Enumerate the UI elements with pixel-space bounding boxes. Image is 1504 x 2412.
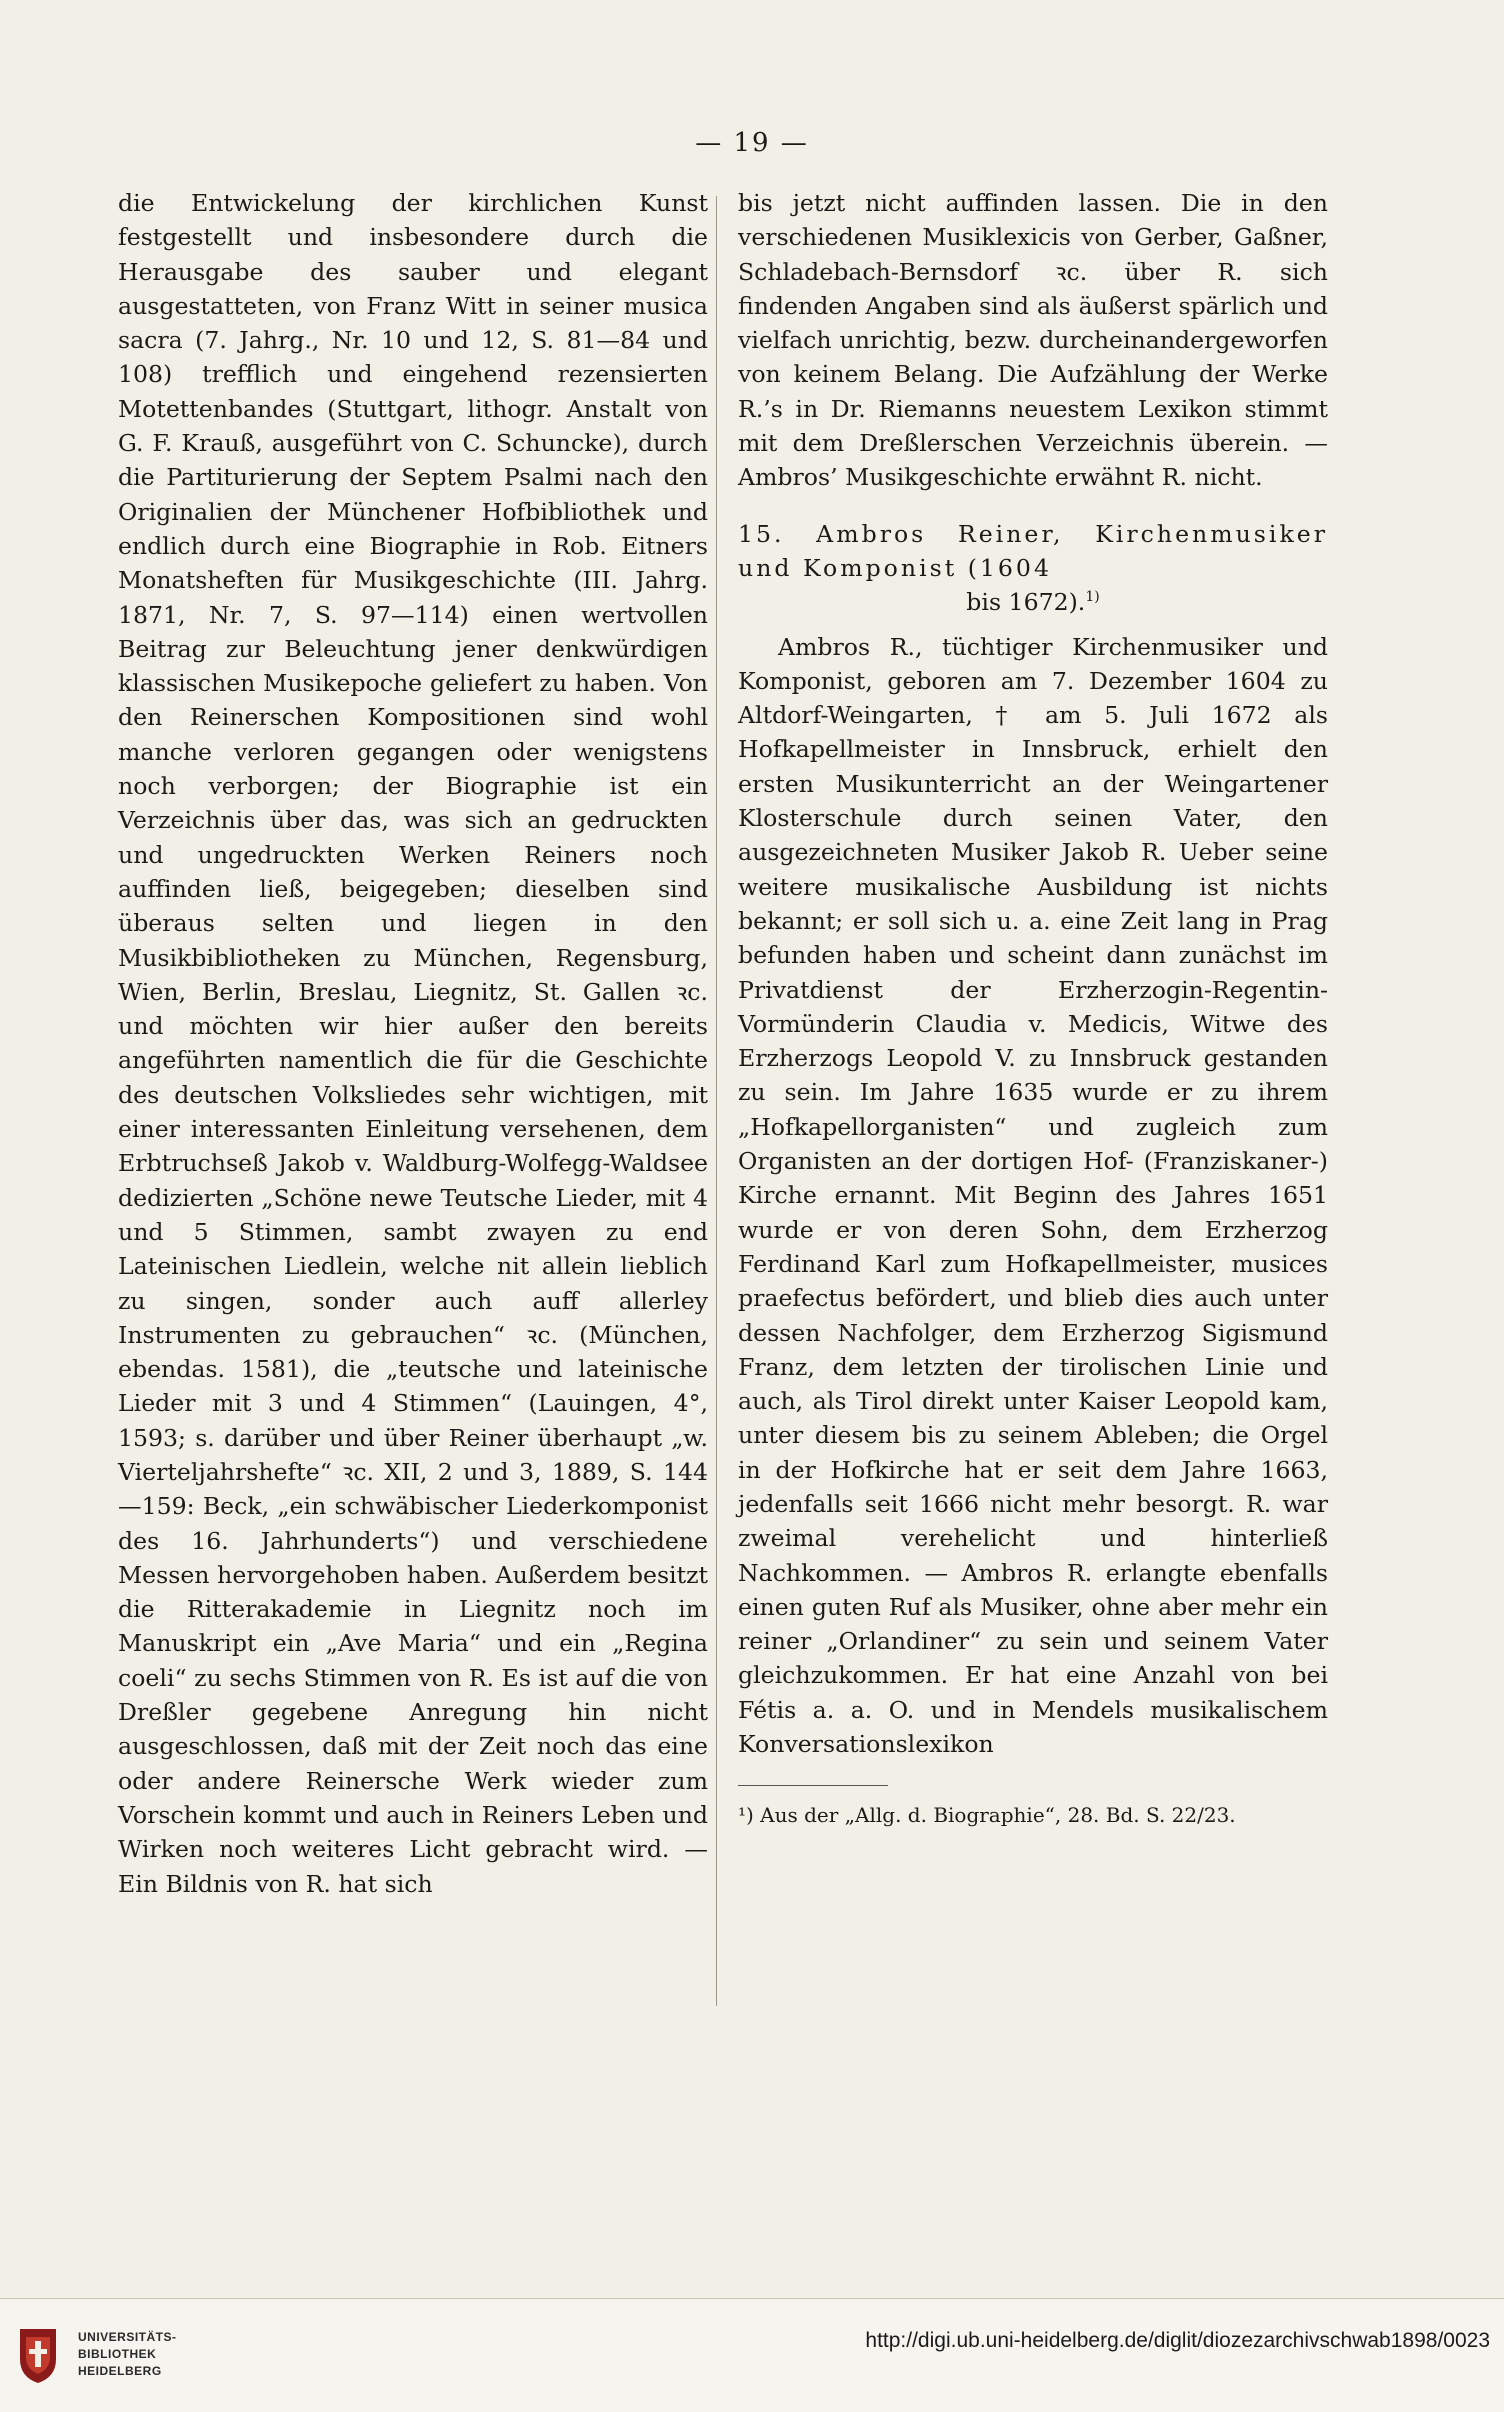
right-column: [738, 186, 1328, 1830]
footnote-reference: 1): [1085, 589, 1100, 606]
left-column: [118, 186, 708, 1901]
footer-bar: [0, 2298, 1504, 2412]
left-paragraph: die Entwickelung der kirchlichen Kunst festgestellt und insbesondere durch die Herausgabe des sauber und elegant ausgestatteten, von Franz Witt in seiner musica sacra (7. Jahrg., Nr. 10 und 12, S. 81—84 und 108) trefflich und eingehend rezensierten Motettenbandes (Stuttgart, lithogr. Anstalt von G. F. Krauß, ausgeführt von C. Schuncke), durch die Partiturierung der Septem Psalmi nach den Originalien der Münchener Hofbibliothek und endlich durch eine Biographie in Rob. Eitners Monatsheften für Musikgeschichte (III. Jahrg. 1871, Nr. 7, S. 97—114) einen wertvollen Beitrag zur Beleuchtung jener denkwürdigen klassischen Musikepoche geliefert zu haben. Von den Reinerschen Kompositionen sind wohl manche verloren gegangen oder wenigstens noch verborgen; der Biographie ist ein Verzeichnis über das, was sich an gedruckten und ungedruckten Werken Reiners noch auffinden ließ, beigegeben; dieselben sind überaus selten und liegen in den Musikbibliotheken zu München, Regensburg, Wien, Berlin, Breslau, Liegnitz, St. Gallen ꝛc. und möchten wir hier außer den bereits angeführten namentlich die für die Geschichte des deutschen Volksliedes sehr wichtigen, mit einer interessanten Einleitung versehenen, dem Erbtruchseß Jakob v. Waldburg-Wolfegg-Waldsee dedizierten „Schöne newe Teutsche Lieder, mit 4 und 5 Stimmen, sambt zwayen zu end Lateinischen Liedlein, welche nit allein lieblich zu singen, sonder auch auff allerley Instrumenten zu gebrauchen“ ꝛc. (München, ebendas. 1581), die „teutsche und lateinische Lieder mit 3 und 4 Stimmen“ (Lauingen, 4°, 1593; s. darüber und über Reiner überhaupt „w. Vierteljahrshefte“ ꝛc. XII, 2 und 3, 1889, S. 144—159: Beck, „ein schwäbischer Liederkomponist des 16. Jahrhunderts“) und verschiedene Messen hervorgehoben haben. Außerdem besitzt die Ritterakademie in Liegnitz noch im Manuskript ein „Ave Maria“ und ein „Regina coeli“ zu sechs Stimmen von R. Es ist auf die von Dreßler gegebene Anregung hin nicht ausgeschlossen, daß mit der Zeit noch das eine oder andere Reinersche Werk wieder zum Vorschein kommt und auch in Reiners Leben und Wirken noch weiteres Licht gebracht wird. — Ein Bildnis von R. hat sich: [118, 189, 708, 1898]
page-number: — 19 —: [695, 128, 809, 158]
university-seal-icon: [16, 2325, 60, 2387]
right-intro-paragraph: bis jetzt nicht auffinden lassen. Die in den verschiedenen Musiklexicis von Gerber, Gaßner, Schladebach-Bernsdorf ꝛc. über R. sich findenden Angaben sind als äußerst spärlich und vielfach unrichtig, bezw. durcheinandergeworfen von keinem Belang. Die Aufzählung der Werke R.’s in Dr. Riemanns neuestem Lexikon stimmt mit dem Dreßlerschen Verzeichnis überein. — Ambros’ Musikgeschichte erwähnt R. nicht.: [738, 189, 1328, 492]
section-heading: [738, 517, 1328, 620]
column-divider: [716, 196, 717, 2006]
institution-name: UNIVERSITÄTS- BIBLIOTHEK HEIDELBERG: [78, 2330, 177, 2378]
section-heading-text: 15. Ambros Reiner, Kirchenmusiker und Komponist (1604: [738, 519, 1328, 582]
right-body-paragraph: Ambros R., tüchtiger Kirchenmusiker und Komponist, geboren am 7. Dezember 1604 zu Altdorf-Weingarten, † am 5. Juli 1672 als Hofkapellmeister in Innsbruck, erhielt den ersten Musikunterricht an der Weingartener Klosterschule durch seinen Vater, den ausgezeichneten Musiker Jakob R. Ueber seine weitere musikalische Ausbildung ist nichts bekannt; er soll sich u. a. eine Zeit lang in Prag befunden haben und scheint dann zunächst im Privatdienst der Erzherzogin-Regentin-Vormünderin Claudia v. Medicis, Witwe des Erzherzogs Leopold V. zu Innsbruck gestanden zu sein. Im Jahre 1635 wurde er zu ihrem „Hofkapellorganisten“ und zugleich zum Organisten an der dortigen Hof- (Franziskaner-) Kirche ernannt. Mit Beginn des Jahres 1651 wurde er von deren Sohn, dem Erzherzog Ferdinand Karl zum Hofkapellmeister, musices praefectus befördert, und blieb dies auch unter dessen Nachfolger, dem Erzherzog Sigismund Franz, dem letzten der tirolischen Linie und auch, als Tirol direkt unter Kaiser Leopold kam, unter diesem bis zu seinem Ableben; die Orgel in der Hofkirche hat er seit dem Jahre 1663, jedenfalls seit 1666 nicht mehr besorgt. R. war zweimal verehelicht und hinterließ Nachkommen. — Ambros R. erlangte ebenfalls einen guten Ruf als Musiker, ohne aber mehr ein reiner „Orlandiner“ zu sein und seinem Vater gleichzukommen. Er hat eine Anzahl von bei Fétis a. a. O. und in Mendels musikalischem Konversationslexikon: [738, 632, 1328, 1759]
section-heading-sub: bis 1672).$^{1)}$: [966, 588, 1100, 617]
source-url[interactable]: http://digi.ub.uni-heidelberg.de/diglit/diozezarchivschwab1898/0023: [865, 2329, 1490, 2352]
footnote: ¹) Aus der „Allg. d. Biographie“, 28. Bd. S. 22/23.: [738, 1803, 1236, 1828]
footnote-divider: [738, 1785, 888, 1786]
